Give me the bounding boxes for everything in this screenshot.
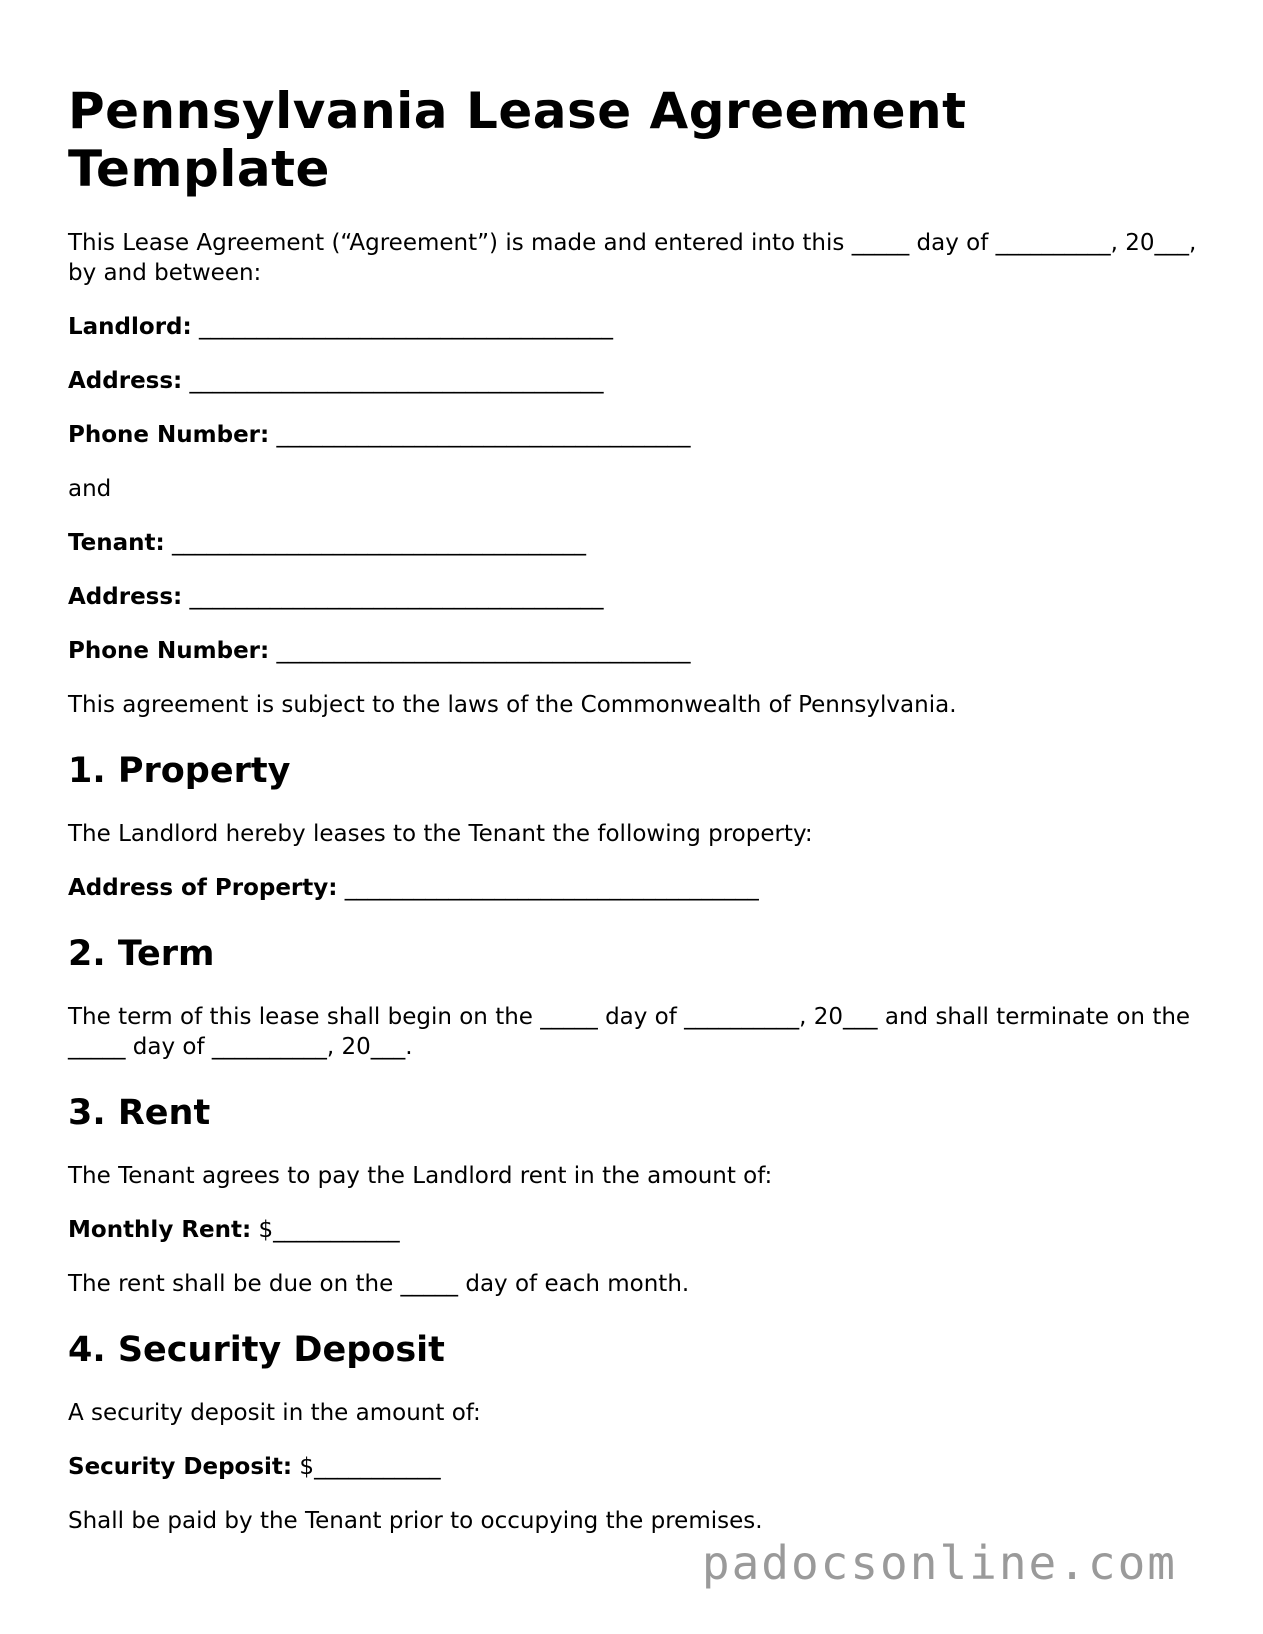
landlord-phone-field	[68, 420, 1198, 450]
landlord-phone-blank: ____________________________________	[269, 422, 691, 448]
monthly-rent-blank: $___________	[251, 1217, 400, 1243]
tenant-name-field	[68, 528, 1198, 558]
tenant-address-blank: ____________________________________	[182, 584, 604, 610]
section-rent-text: The Tenant agrees to pay the Landlord rent in the amount of:	[68, 1163, 773, 1189]
and-text: and	[68, 476, 112, 502]
landlord-address-label: Address:	[68, 368, 183, 394]
tenant-address-label: Address:	[68, 584, 183, 610]
landlord-address-blank: ____________________________________	[182, 368, 604, 394]
security-deposit-label: Security Deposit:	[68, 1454, 293, 1480]
landlord-name-field	[68, 312, 1198, 342]
section-term-heading: 2. Term	[68, 934, 215, 974]
section-deposit-text: A security deposit in the amount of:	[68, 1400, 481, 1426]
document-page	[68, 82, 1198, 1560]
landlord-name-blank: ____________________________________	[191, 314, 614, 340]
landlord-name-label: Landlord:	[68, 314, 192, 340]
section-term-text: The term of this lease shall begin on the _____ day of __________, 20___ and shall terminate on the _____ day of __________, 20___.	[68, 1004, 1191, 1060]
tenant-address-field	[68, 582, 1198, 612]
site-watermark: padocsonline.com	[701, 1536, 1177, 1590]
tenant-phone-label: Phone Number:	[68, 638, 270, 664]
landlord-address-field	[68, 366, 1198, 396]
intro-paragraph: This Lease Agreement (“Agreement”) is made and entered into this _____ day of __________, 20___, by and between:	[68, 230, 1197, 286]
governing-law-text: This agreement is subject to the laws of the Commonwealth of Pennsylvania.	[68, 692, 957, 718]
section-rent-heading: 3. Rent	[68, 1093, 211, 1133]
security-deposit-blank: $___________	[292, 1454, 441, 1480]
security-deposit-field	[68, 1452, 1198, 1482]
rent-due-text: The rent shall be due on the _____ day of each month.	[68, 1271, 690, 1297]
section-property-heading: 1. Property	[68, 751, 291, 791]
monthly-rent-label: Monthly Rent:	[68, 1217, 252, 1243]
property-address-field	[68, 873, 1198, 903]
tenant-phone-blank: ____________________________________	[269, 638, 691, 664]
tenant-name-label: Tenant:	[68, 530, 165, 556]
section-deposit-heading: 4. Security Deposit	[68, 1330, 445, 1370]
section-property-text: The Landlord hereby leases to the Tenant the following property:	[68, 821, 813, 847]
deposit-paid-text: Shall be paid by the Tenant prior to occupying the premises.	[68, 1508, 763, 1534]
property-address-label: Address of Property:	[68, 875, 338, 901]
tenant-name-blank: ____________________________________	[164, 530, 587, 556]
document-title: Pennsylvania Lease Agreement Template	[68, 82, 967, 198]
tenant-phone-field	[68, 636, 1198, 666]
property-address-blank: ____________________________________	[337, 875, 759, 901]
landlord-phone-label: Phone Number:	[68, 422, 270, 448]
monthly-rent-field	[68, 1215, 1198, 1245]
